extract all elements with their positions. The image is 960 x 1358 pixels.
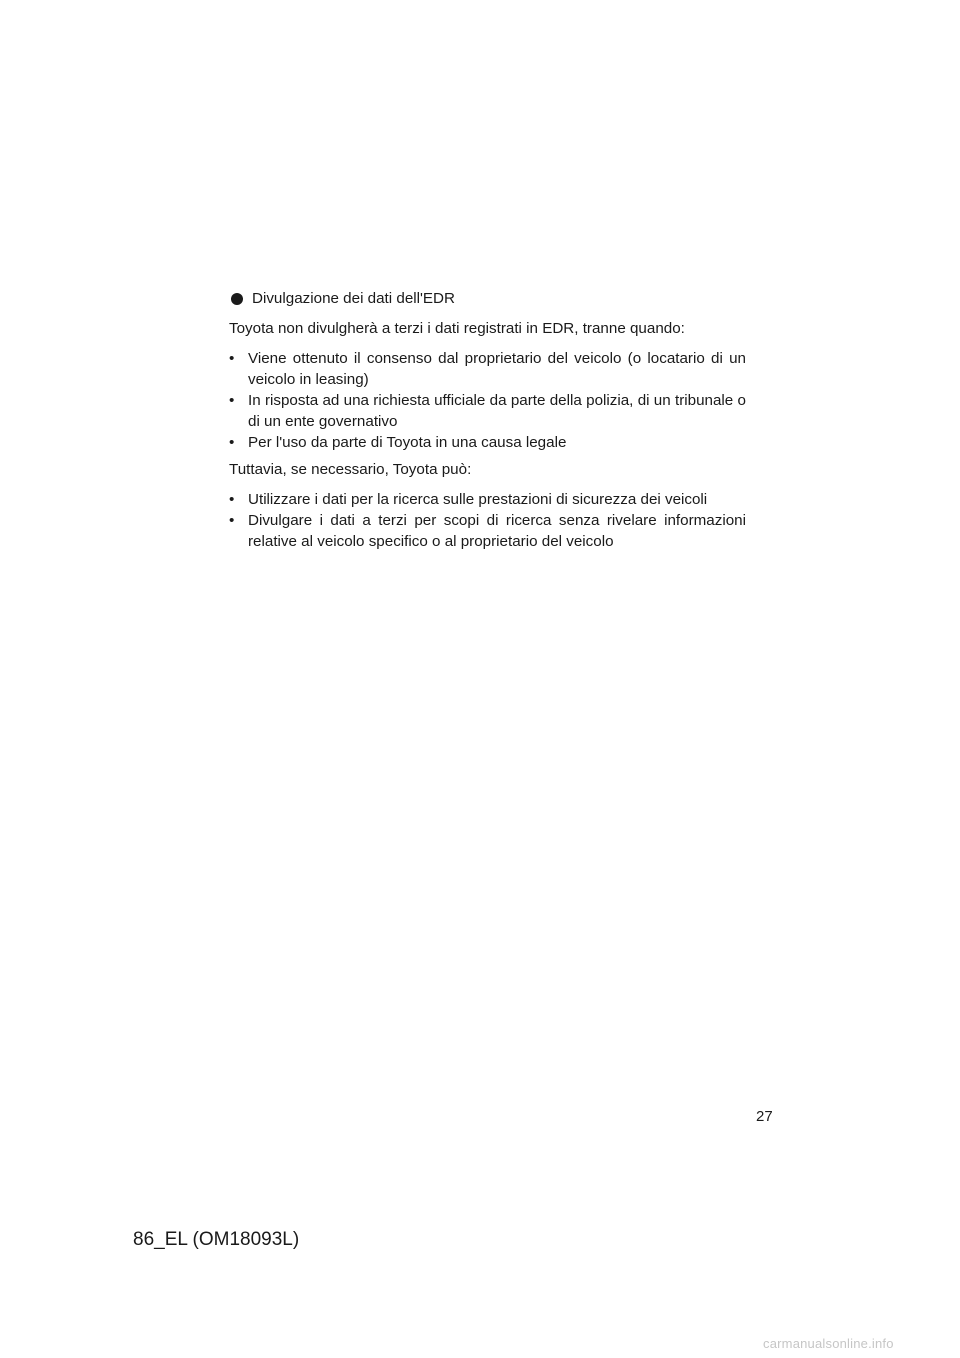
page-number: 27 [756,1108,773,1125]
list-item: • In risposta ad una richiesta ufficiale da parte della polizia, di un tribunale o di un ente governativo [229,392,746,430]
list-item: • Per l'uso da parte di Toyota in una causa legale [229,434,567,451]
footer-document-code: 86_EL (OM18093L) [133,1229,300,1250]
permissions-list [229,489,746,552]
bullet-dot-icon: • [229,350,235,367]
bullet-dot-icon: • [229,512,235,529]
edr-disclosure-section [229,288,746,558]
watermark-link[interactable]: carmanualsonline.info [763,1336,894,1351]
bullet-dot-icon: • [229,434,235,451]
list-item: • Divulgare i dati a terzi per scopi di ricerca senza rivelare informazioni relative al veicolo specifico o al proprietario del veicolo [229,512,746,550]
heading-text: Divulgazione dei dati dell'EDR [252,290,455,307]
list-item: • Viene ottenuto il consenso dal proprietario del veicolo (o locatario di un veicolo in leasing) [229,350,746,388]
section-heading [229,288,746,309]
intro-paragraph: Toyota non divulgherà a terzi i dati registrati in EDR, tranne quando: [229,320,685,337]
however-paragraph: Tuttavia, se necessario, Toyota può: [229,461,472,478]
bullet-dot-icon: • [229,392,235,409]
bullet-dot-icon: • [229,491,235,508]
filled-circle-bullet-icon [231,293,243,305]
list-item: • Utilizzare i dati per la ricerca sulle prestazioni di sicurezza dei veicoli [229,491,708,508]
conditions-list [229,348,746,453]
